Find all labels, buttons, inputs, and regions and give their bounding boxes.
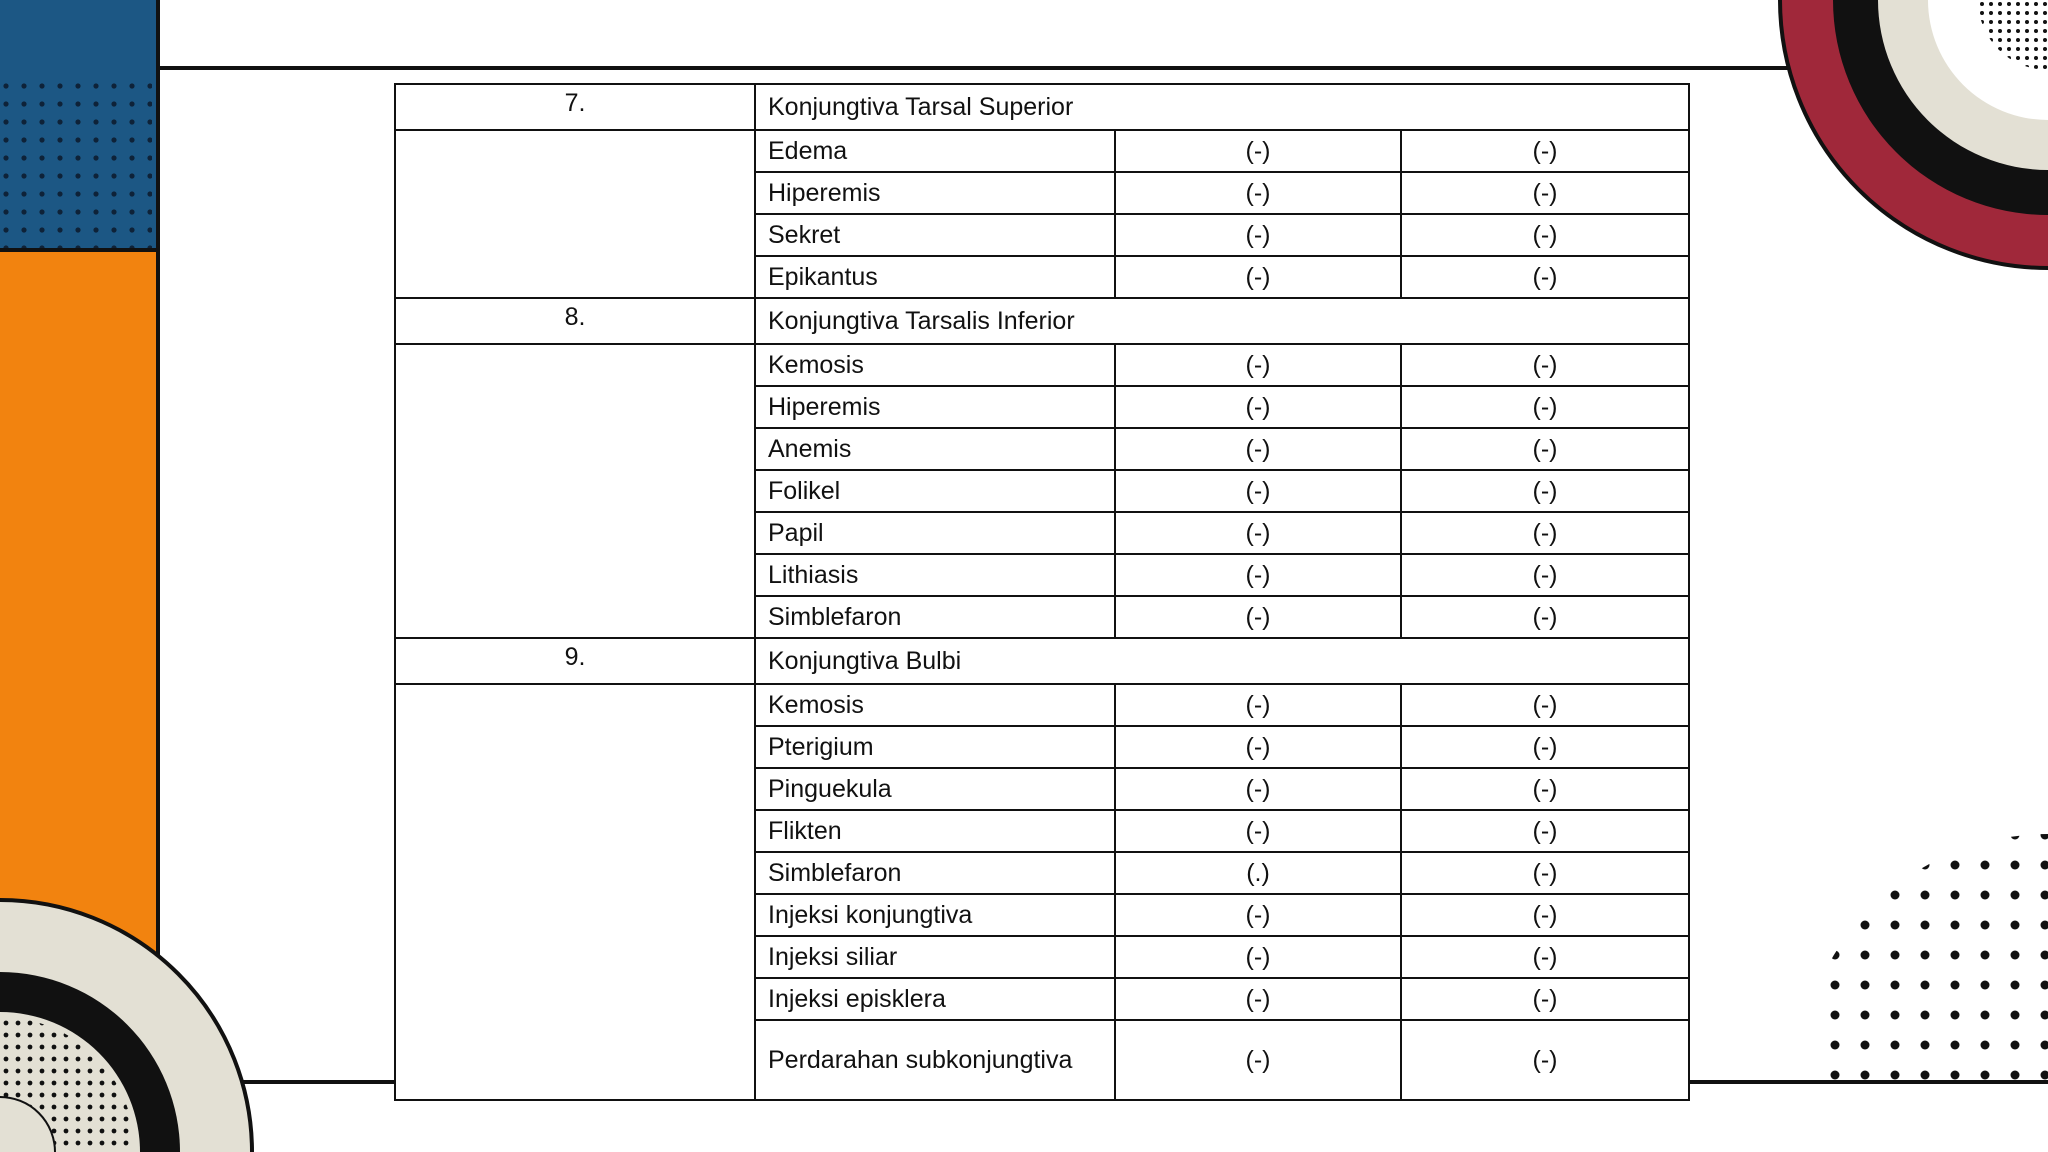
section-title: Konjungtiva Tarsal Superior xyxy=(755,84,1689,130)
finding-label: Edema xyxy=(755,130,1115,172)
finding-label: Pinguekula xyxy=(755,768,1115,810)
eye-examination-table xyxy=(394,83,1690,1101)
left-eye-value: (-) xyxy=(1401,1020,1689,1100)
left-eye-value: (-) xyxy=(1401,978,1689,1020)
finding-label: Injeksi konjungtiva xyxy=(755,894,1115,936)
finding-label: Anemis xyxy=(755,428,1115,470)
finding-label: Hiperemis xyxy=(755,172,1115,214)
right-eye-value: (-) xyxy=(1115,768,1401,810)
orange-side-block xyxy=(0,252,160,972)
left-eye-value: (-) xyxy=(1401,344,1689,386)
finding-label: Kemosis xyxy=(755,344,1115,386)
right-eye-value: (-) xyxy=(1115,1020,1401,1100)
right-eye-value: (-) xyxy=(1115,726,1401,768)
left-eye-value: (-) xyxy=(1401,852,1689,894)
left-eye-value: (-) xyxy=(1401,512,1689,554)
finding-label: Hiperemis xyxy=(755,386,1115,428)
left-eye-value: (-) xyxy=(1401,596,1689,638)
finding-label: Folikel xyxy=(755,470,1115,512)
right-eye-value: (-) xyxy=(1115,936,1401,978)
bottom-left-arc-decoration xyxy=(0,885,260,1152)
right-eye-value: (-) xyxy=(1115,978,1401,1020)
left-eye-value: (-) xyxy=(1401,936,1689,978)
finding-label: Simblefaron xyxy=(755,596,1115,638)
section-number: 7. xyxy=(395,84,755,130)
table-row xyxy=(395,130,1689,172)
left-eye-value: (-) xyxy=(1401,554,1689,596)
top-right-arc-decoration xyxy=(1780,0,2048,272)
right-eye-value: (.) xyxy=(1115,852,1401,894)
finding-label: Pterigium xyxy=(755,726,1115,768)
finding-label: Flikten xyxy=(755,810,1115,852)
right-eye-value: (-) xyxy=(1115,470,1401,512)
finding-label: Papil xyxy=(755,512,1115,554)
left-eye-value: (-) xyxy=(1401,810,1689,852)
right-eye-value: (-) xyxy=(1115,894,1401,936)
finding-label: Lithiasis xyxy=(755,554,1115,596)
empty-number-cell xyxy=(395,130,755,298)
right-eye-value: (-) xyxy=(1115,214,1401,256)
empty-number-cell xyxy=(395,344,755,638)
section-header-row xyxy=(395,84,1689,130)
finding-label: Perdarahan subkonjungtiva xyxy=(755,1020,1115,1100)
section-header-row xyxy=(395,298,1689,344)
dot-halftone-pattern xyxy=(1820,820,2048,1084)
right-eye-value: (-) xyxy=(1115,554,1401,596)
left-eye-value: (-) xyxy=(1401,470,1689,512)
left-eye-value: (-) xyxy=(1401,428,1689,470)
finding-label: Simblefaron xyxy=(755,852,1115,894)
right-eye-value: (-) xyxy=(1115,684,1401,726)
section-title: Konjungtiva Bulbi xyxy=(755,638,1689,684)
section-number: 9. xyxy=(395,638,755,684)
empty-number-cell xyxy=(395,684,755,1100)
finding-label: Sekret xyxy=(755,214,1115,256)
left-eye-value: (-) xyxy=(1401,256,1689,298)
section-header-row xyxy=(395,638,1689,684)
left-eye-value: (-) xyxy=(1401,214,1689,256)
left-eye-value: (-) xyxy=(1401,172,1689,214)
table-row xyxy=(395,684,1689,726)
table-row xyxy=(395,344,1689,386)
left-eye-value: (-) xyxy=(1401,768,1689,810)
left-eye-value: (-) xyxy=(1401,726,1689,768)
right-eye-value: (-) xyxy=(1115,172,1401,214)
finding-label: Injeksi siliar xyxy=(755,936,1115,978)
finding-label: Kemosis xyxy=(755,684,1115,726)
left-eye-value: (-) xyxy=(1401,684,1689,726)
right-eye-value: (-) xyxy=(1115,596,1401,638)
section-title: Konjungtiva Tarsalis Inferior xyxy=(755,298,1689,344)
right-eye-value: (-) xyxy=(1115,810,1401,852)
section-number: 8. xyxy=(395,298,755,344)
right-eye-value: (-) xyxy=(1115,130,1401,172)
blue-dot-pattern xyxy=(0,80,160,252)
finding-label: Epikantus xyxy=(755,256,1115,298)
top-border-line xyxy=(160,66,1800,70)
right-eye-value: (-) xyxy=(1115,386,1401,428)
left-eye-value: (-) xyxy=(1401,130,1689,172)
right-eye-value: (-) xyxy=(1115,512,1401,554)
finding-label: Injeksi episklera xyxy=(755,978,1115,1020)
right-eye-value: (-) xyxy=(1115,256,1401,298)
right-eye-value: (-) xyxy=(1115,344,1401,386)
right-eye-value: (-) xyxy=(1115,428,1401,470)
left-eye-value: (-) xyxy=(1401,894,1689,936)
left-eye-value: (-) xyxy=(1401,386,1689,428)
